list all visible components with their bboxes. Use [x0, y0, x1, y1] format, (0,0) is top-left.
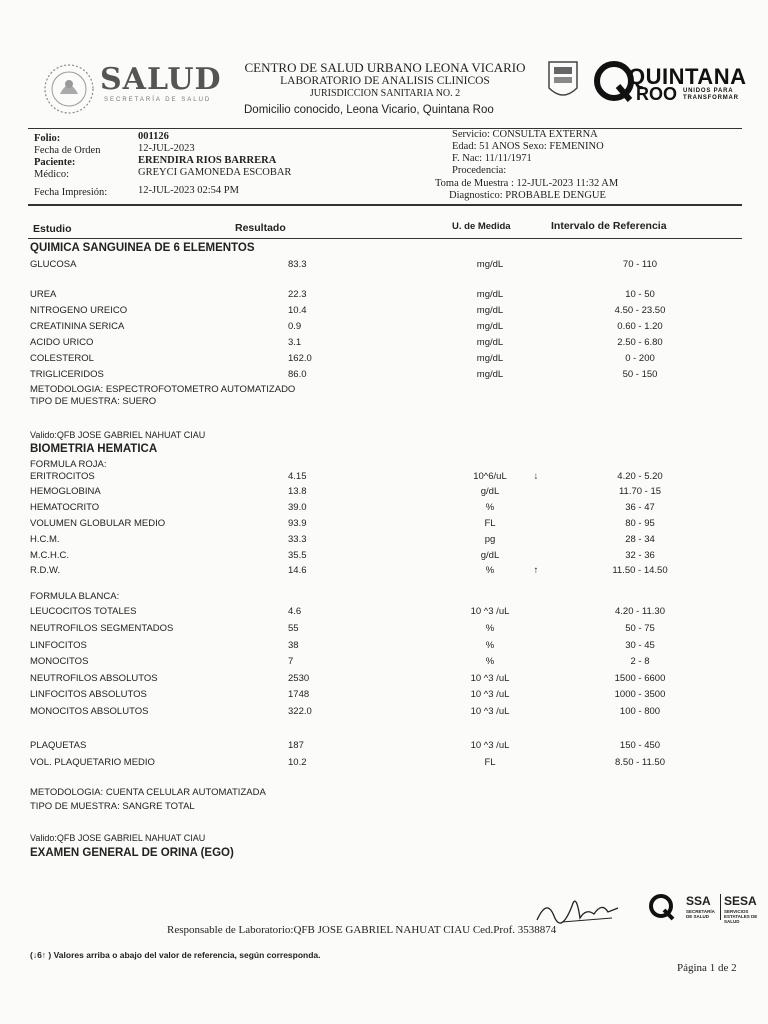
- salud-logo-subtitle: SECRETARÍA DE SALUD: [104, 97, 212, 103]
- result-row: [30, 353, 730, 367]
- procedencia: Procedencia:: [452, 165, 507, 176]
- reference-range: 0.60 - 1.20: [617, 321, 663, 332]
- result-row: [30, 471, 730, 485]
- reference-range: 70 - 110: [622, 259, 658, 270]
- test-name: NEUTROFILOS SEGMENTADOS: [30, 623, 174, 634]
- reference-range: 2 - 8: [630, 656, 650, 667]
- ssa-logo-icon: [648, 893, 676, 921]
- result-value: 33.3: [288, 534, 307, 545]
- orina-title: EXAMEN GENERAL DE ORINA (EGO): [30, 847, 234, 859]
- result-value: 1748: [288, 689, 310, 700]
- col-resultado: Resultado: [235, 222, 286, 234]
- result-value: 93.9: [288, 518, 307, 529]
- reference-range: 28 - 34: [625, 534, 655, 545]
- result-value: 35.5: [288, 550, 307, 561]
- unit: 10 ^3 /uL: [470, 706, 510, 717]
- result-row: [30, 623, 730, 637]
- result-value: 4.15: [288, 471, 307, 482]
- columns-divider: [28, 238, 742, 239]
- test-name: PLAQUETAS: [30, 740, 87, 751]
- unit: 10 ^3 /uL: [470, 740, 510, 751]
- qroo-slogan: UNIDOS PARA TRANSFORMAR: [683, 88, 739, 101]
- unit: mg/dL: [476, 321, 504, 332]
- result-row: [30, 369, 730, 383]
- center-name: CENTRO DE SALUD URBANO LEONA VICARIO: [244, 60, 526, 75]
- reference-range: 1000 - 3500: [614, 689, 666, 700]
- test-name: H.C.M.: [30, 534, 60, 545]
- flag-arrow: ↑: [533, 565, 539, 576]
- test-name: CREATININA SERICA: [30, 321, 125, 332]
- qroo-logo-text: QUINTANA: [628, 64, 747, 89]
- result-row: [30, 502, 730, 516]
- result-value: 0.9: [288, 321, 302, 332]
- test-name: LINFOCITOS: [30, 640, 87, 651]
- result-value: 22.3: [288, 289, 307, 300]
- test-name: NITROGENO UREICO: [30, 305, 128, 316]
- state-seal-icon: [546, 58, 580, 102]
- result-row: [30, 640, 730, 654]
- reference-range: 50 - 150: [622, 369, 658, 380]
- result-row: [30, 289, 730, 303]
- test-name: ACIDO URICO: [30, 337, 94, 348]
- reference-range: 4.50 - 23.50: [614, 305, 666, 316]
- reference-range: 4.20 - 5.20: [617, 471, 663, 482]
- unit: mg/dL: [476, 289, 504, 300]
- unit: g/dL: [480, 550, 500, 561]
- result-row: [30, 565, 730, 579]
- paciente-label: Paciente:: [34, 157, 76, 168]
- biometria-title: BIOMETRIA HEMATICA: [30, 443, 158, 455]
- reference-range: 80 - 95: [625, 518, 655, 529]
- impresion-label: Fecha Impresión:: [34, 187, 108, 198]
- result-value: 10.4: [288, 305, 307, 316]
- medico-label: Médico:: [34, 169, 69, 180]
- reference-range: 10 - 50: [625, 289, 655, 300]
- logo-separator: [720, 894, 721, 920]
- result-row: [30, 305, 730, 319]
- test-name: MONOCITOS: [30, 656, 89, 667]
- quimica-title: QUIMICA SANGUINEA DE 6 ELEMENTOS: [30, 242, 255, 254]
- result-value: 39.0: [288, 502, 307, 513]
- reference-range: 50 - 75: [625, 623, 655, 634]
- paciente-value: ERENDIRA RIOS BARRERA: [138, 155, 277, 166]
- lab-name: LABORATORIO DE ANALISIS CLINICOS: [280, 75, 490, 87]
- test-name: LEUCOCITOS TOTALES: [30, 606, 137, 617]
- unit: mg/dL: [476, 305, 504, 316]
- qroo-logo-text2: ROO: [636, 84, 678, 104]
- ssa-logo-subtitle: SECRETARÍA DE SALUD: [686, 909, 715, 919]
- unit: g/dL: [480, 486, 500, 497]
- reference-range: 4.20 - 11.30: [614, 606, 665, 617]
- result-value: 322.0: [288, 706, 312, 717]
- col-unidad: U. de Medida: [452, 221, 511, 232]
- result-value: 83.3: [288, 259, 307, 270]
- unit: FL: [484, 518, 496, 529]
- unit: %: [485, 656, 495, 667]
- signature: [532, 888, 622, 928]
- salud-logo-text: SALUD: [100, 62, 222, 97]
- diagnostico: Diagnostico: PROBABLE DENGUE: [449, 190, 606, 201]
- fecha-nacimiento: F. Nac: 11/11/1971: [452, 153, 532, 164]
- unit: 10 ^3 /uL: [470, 606, 510, 617]
- unit: FL: [484, 757, 496, 768]
- unit: mg/dL: [476, 369, 504, 380]
- flag-arrow: ↓: [533, 471, 539, 482]
- test-name: R.D.W.: [30, 565, 61, 576]
- test-name: ERITROCITOS: [30, 471, 95, 482]
- unit: 10^6/uL: [473, 471, 507, 482]
- page-number: Página 1 de 2: [677, 962, 737, 974]
- reference-range: 100 - 800: [619, 706, 661, 717]
- biometria-valido: Valido:QFB JOSE GABRIEL NAHUAT CIAU: [30, 833, 206, 843]
- col-intervalo: Intervalo de Referencia: [551, 220, 667, 232]
- result-value: 55: [288, 623, 299, 634]
- result-value: 10.2: [288, 757, 307, 768]
- result-row: [30, 550, 730, 564]
- ssa-logo-text: SSA: [686, 894, 711, 908]
- fecha-orden-value: 12-JUL-2023: [138, 143, 195, 154]
- result-row: [30, 606, 730, 620]
- result-row: [30, 518, 730, 532]
- reference-note: (↓6↑ ) Valores arriba o abajo del valor de referencia, según corresponda.: [30, 950, 321, 960]
- result-row: [30, 656, 730, 670]
- salud-seal-icon: [42, 62, 96, 116]
- biometria-tipo-muestra: TIPO DE MUESTRA: SANGRE TOTAL: [30, 801, 195, 812]
- reference-range: 0 - 200: [625, 353, 655, 364]
- header-divider: [28, 128, 742, 129]
- info-divider: [28, 204, 742, 206]
- test-name: TRIGLICERIDOS: [30, 369, 104, 380]
- reference-range: 32 - 36: [625, 550, 655, 561]
- reference-range: 2.50 - 6.80: [617, 337, 663, 348]
- unit: 10 ^3 /uL: [470, 673, 510, 684]
- edad-sexo: Edad: 51 ANOS Sexo: FEMENINO: [452, 141, 604, 152]
- address: Domicilio conocido, Leona Vicario, Quintana Roo: [244, 104, 494, 116]
- sesa-logo-subtitle: SERVICIOS ESTATALES DE SALUD: [724, 909, 758, 924]
- result-value: 38: [288, 640, 299, 651]
- servicio: Servicio: CONSULTA EXTERNA: [452, 129, 598, 140]
- result-value: 7: [288, 656, 294, 667]
- test-name: LINFOCITOS ABSOLUTOS: [30, 689, 147, 700]
- test-name: HEMATOCRITO: [30, 502, 100, 513]
- result-value: 162.0: [288, 353, 312, 364]
- responsable: Responsable de Laboratorio:QFB JOSE GABRIEL NAHUAT CIAU Ced.Prof. 3538874: [167, 924, 557, 936]
- reference-range: 11.50 - 14.50: [612, 565, 668, 576]
- result-value: 14.6: [288, 565, 307, 576]
- unit: %: [485, 565, 495, 576]
- impresion-value: 12-JUL-2023 02:54 PM: [138, 185, 239, 196]
- reference-range: 8.50 - 11.50: [614, 757, 665, 768]
- result-row: [30, 534, 730, 548]
- result-value: 3.1: [288, 337, 302, 348]
- test-name: VOLUMEN GLOBULAR MEDIO: [30, 518, 166, 529]
- result-row: [30, 486, 730, 500]
- test-name: NEUTROFILOS ABSOLUTOS: [30, 673, 158, 684]
- result-row: [30, 757, 730, 771]
- unit: mg/dL: [476, 259, 504, 270]
- formula-roja-label: FORMULA ROJA:: [30, 459, 107, 470]
- reference-range: 11.70 - 15: [618, 486, 662, 497]
- unit: %: [485, 502, 495, 513]
- medico-value: GREYCI GAMONEDA ESCOBAR: [138, 167, 292, 178]
- test-name: UREA: [30, 289, 57, 300]
- quimica-tipo-muestra: TIPO DE MUESTRA: SUERO: [30, 396, 157, 407]
- result-row: [30, 337, 730, 351]
- quimica-metodologia: METODOLOGIA: ESPECTROFOTOMETRO AUTOMATIZADO: [30, 384, 296, 395]
- test-name: COLESTEROL: [30, 353, 94, 364]
- reference-range: 36 - 47: [625, 502, 655, 513]
- col-estudio: Estudio: [33, 223, 72, 235]
- toma-muestra: Toma de Muestra : 12-JUL-2023 11:32 AM: [435, 178, 619, 189]
- test-name: GLUCOSA: [30, 259, 77, 270]
- unit: %: [485, 640, 495, 651]
- biometria-metodologia: METODOLOGIA: CUENTA CELULAR AUTOMATIZADA: [30, 787, 266, 798]
- test-name: M.C.H.C.: [30, 550, 70, 561]
- result-row: [30, 706, 730, 720]
- reference-range: 1500 - 6600: [614, 673, 666, 684]
- unit: mg/dL: [476, 337, 504, 348]
- result-row: [30, 259, 730, 273]
- unit: 10 ^3 /uL: [470, 689, 510, 700]
- result-row: [30, 689, 730, 703]
- test-name: MONOCITOS ABSOLUTOS: [30, 706, 149, 717]
- fecha-orden-label: Fecha de Orden: [34, 145, 101, 156]
- result-row: [30, 740, 730, 754]
- result-value: 2530: [288, 673, 310, 684]
- unit: %: [485, 623, 495, 634]
- result-value: 187: [288, 740, 304, 751]
- jurisdiction: JURISDICCION SANITARIA NO. 2: [309, 88, 461, 99]
- reference-range: 150 - 450: [619, 740, 661, 751]
- result-value: 4.6: [288, 606, 302, 617]
- sesa-logo-text: SESA: [724, 894, 757, 908]
- result-value: 13.8: [288, 486, 307, 497]
- result-row: [30, 673, 730, 687]
- unit: pg: [484, 534, 496, 545]
- result-value: 86.0: [288, 369, 307, 380]
- result-row: [30, 321, 730, 335]
- formula-blanca-label: FORMULA BLANCA:: [30, 591, 120, 602]
- unit: mg/dL: [476, 353, 504, 364]
- test-name: HEMOGLOBINA: [30, 486, 101, 497]
- quimica-valido: Valido:QFB JOSE GABRIEL NAHUAT CIAU: [30, 430, 206, 440]
- test-name: VOL. PLAQUETARIO MEDIO: [30, 757, 155, 768]
- folio-label: Folio:: [34, 133, 61, 144]
- folio-value: 001126: [138, 131, 169, 142]
- reference-range: 30 - 45: [625, 640, 655, 651]
